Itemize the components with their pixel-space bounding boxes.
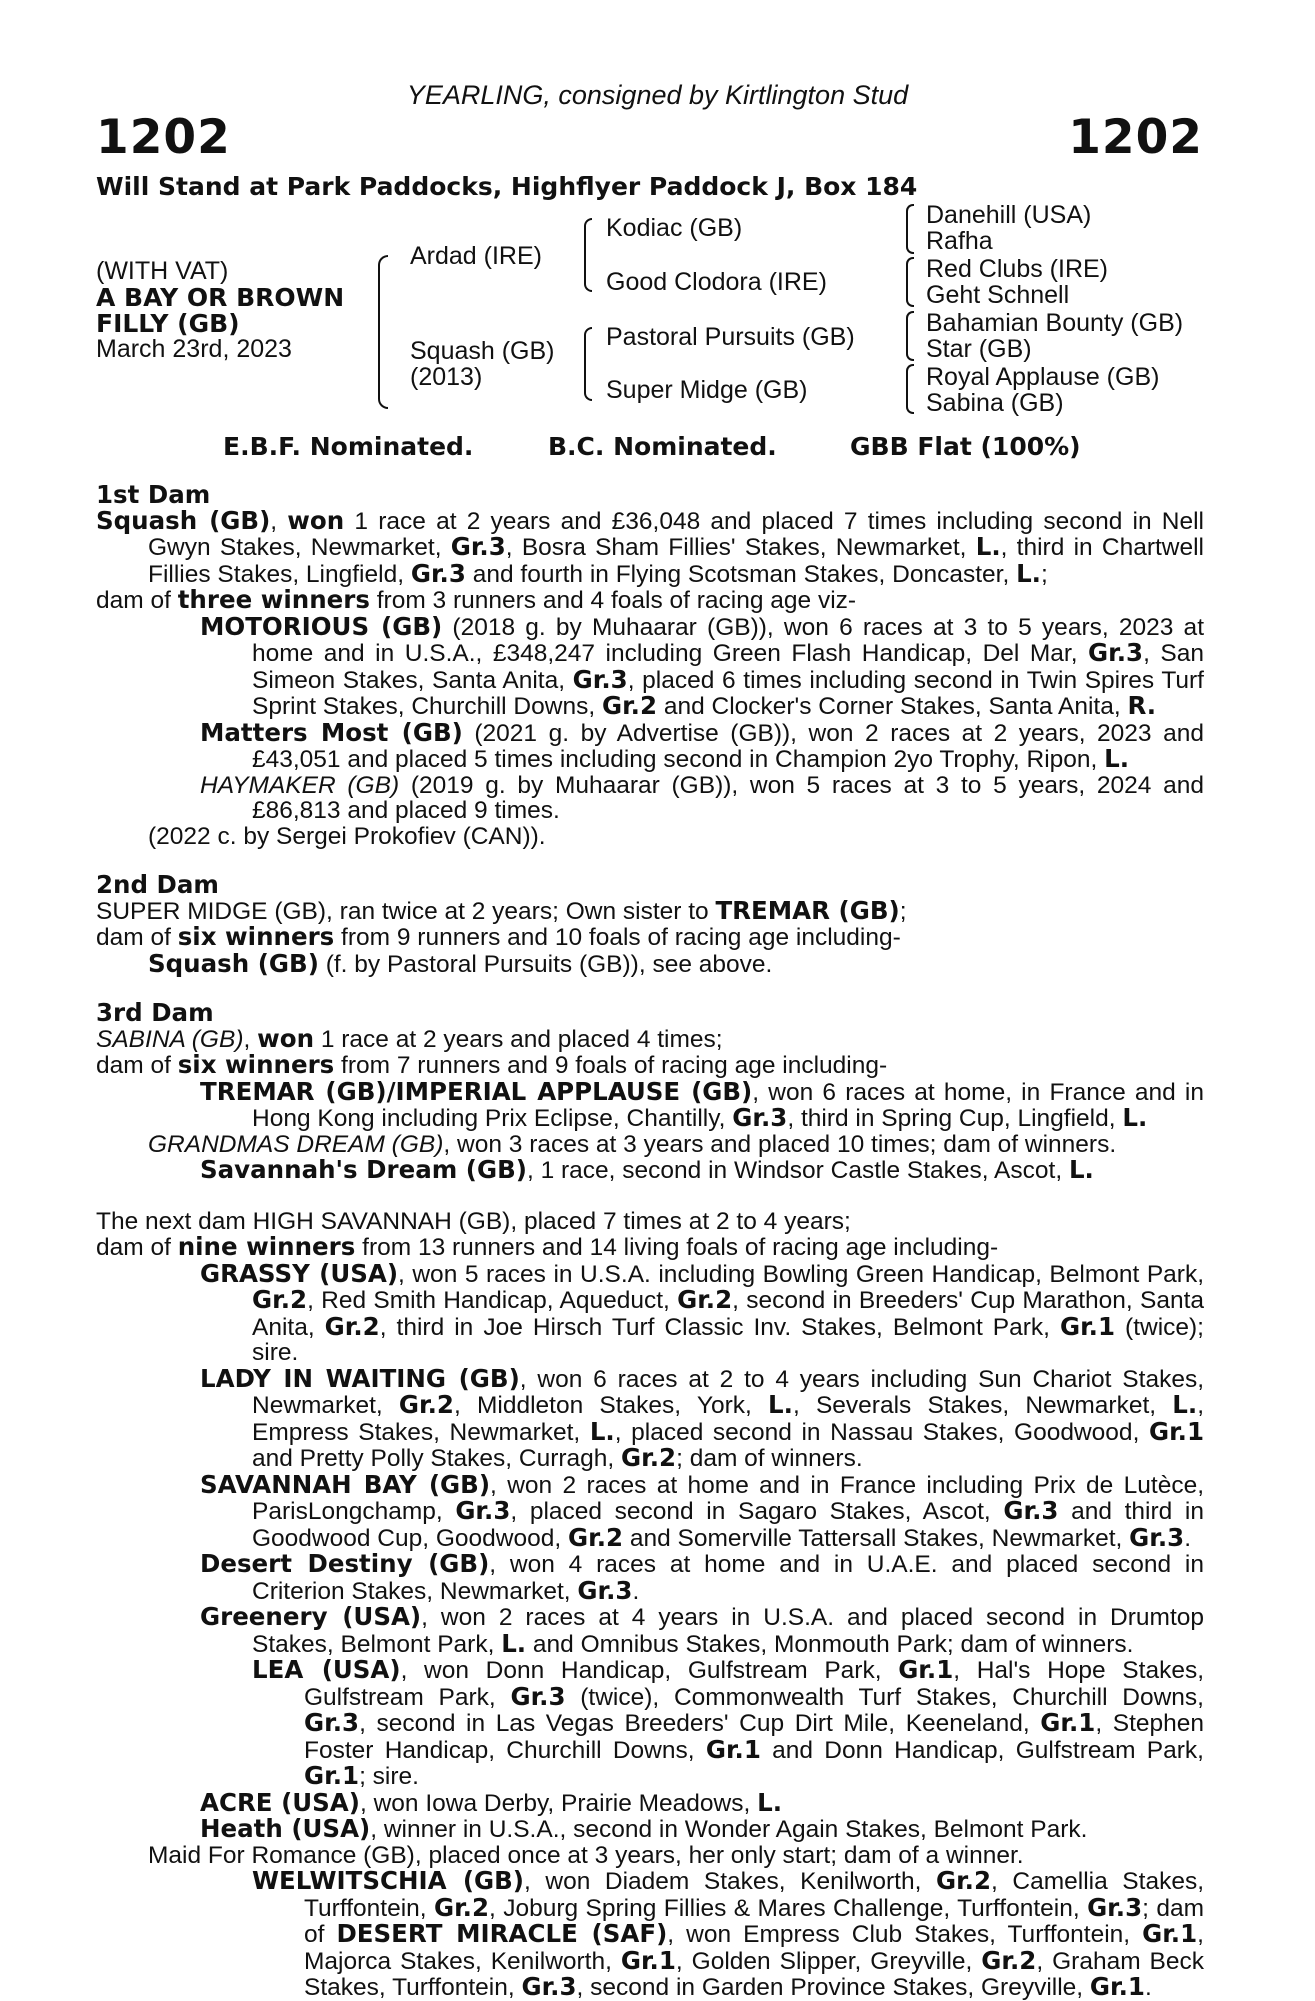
produce-entry: LEA (USA), won Donn Handicap, Gulfstream Park, Gr.1, Hal's Hope Stakes, Gulfstream Park, Gr.3 (twice), Commonwealth Turf Stakes, Churchill Downs, Gr.3, second in Las Vegas Breeders' Cup Dirt Mile, Keeneland, Gr.1, Stephen Foster Handicap, Churchill Downs, Gr.1 and Donn Handicap, Gulfstream Park, Gr.1; sire. <box>252 1655 1204 1790</box>
produce-entry: Savannah's Dream (GB), 1 race, second in Windsor Castle Stakes, Ascot, L. <box>200 1155 1094 1184</box>
sire: Ardad (IRE) <box>410 242 542 270</box>
lot-number-right: 1202 <box>1068 110 1203 165</box>
produce-entry: Matters Most (GB) (2021 g. by Advertise (GB)), won 2 races at 2 years, 2023 and £43,051 and placed 5 times including second in Champion 2yo Trophy, Ripon, L. <box>200 717 1204 773</box>
produce-summary: dam of three winners from 3 runners and 4 foals of racing age viz- <box>96 585 857 614</box>
sire-dam: Good Clodora (IRE) <box>606 268 827 296</box>
produce-summary: dam of six winners from 9 runners and 10 foals of racing age including- <box>96 922 901 951</box>
produce-entry: LADY IN WAITING (GB), won 6 races at 2 to 4 years including Sun Chariot Stakes, Newmarket, Gr.2, Middleton Stakes, York, L., Severals Stakes, Newmarket, L., Empress Stakes, Newmarket, L., placed second in Nassau Stakes, Goodwood, Gr.1 and Pretty Polly Stakes, Curragh, Gr.2; dam of winners. <box>200 1363 1205 1472</box>
first-dam-heading: 1st Dam <box>96 480 211 509</box>
horse-description: A BAY OR BROWN <box>96 283 345 312</box>
produce-entry: ACRE (USA), won Iowa Derby, Prairie Meadows, L. <box>200 1787 783 1817</box>
third-dam-heading: 3rd Dam <box>96 998 214 1027</box>
produce-entry: GRASSY (USA), won 5 races in U.S.A. including Bowling Green Handicap, Belmont Park, Gr.2, Red Smith Handicap, Aqueduct, Gr.2, second in Breeders' Cup Marathon, Santa Anita, Gr.2, third in Joe Hirsch Turf Classic Inv. Stakes, Belmont Park, Gr.1 (twice); sire. <box>200 1258 1205 1366</box>
produce-entry: TREMAR (GB)/IMPERIAL APPLAUSE (GB), won 6 races at home, in France and in Hong Kong including Prix Eclipse, Chantilly, Gr.3, third in Spring Cup, Lingfield, L. <box>200 1076 1205 1132</box>
dam-year: (2013) <box>410 363 483 391</box>
bc-nomination: B.C. Nominated. <box>548 432 777 461</box>
brace-g4-4 <box>906 364 914 414</box>
dam-dam: Super Midge (GB) <box>606 376 808 404</box>
g4-ancestor: Rafha <box>926 227 993 255</box>
dam-entry: The next dam HIGH SAVANNAH (GB), placed 7 times at 2 to 4 years; <box>96 1207 851 1235</box>
brace-dam <box>584 327 592 401</box>
lot-number-left: 1202 <box>96 110 231 165</box>
dam-sire: Pastoral Pursuits (GB) <box>606 323 855 351</box>
g4-ancestor: Star (GB) <box>926 335 1032 363</box>
stand-location: Will Stand at Park Paddocks, Highflyer Paddock J, Box 184 <box>96 172 918 201</box>
dam-entry: SABINA (GB), won 1 race at 2 years and placed 4 times; <box>96 1023 723 1053</box>
brace-g4-2 <box>906 257 914 307</box>
produce-summary: dam of six winners from 7 runners and 9 foals of racing age including- <box>96 1050 888 1079</box>
g4-ancestor: Geht Schnell <box>926 281 1070 309</box>
brace-g4-1 <box>906 204 914 254</box>
produce-entry: Maid For Romance (GB), placed once at 3 years, her only start; dam of a winner. <box>148 1841 1024 1869</box>
g4-ancestor: Red Clubs (IRE) <box>926 255 1108 283</box>
g4-ancestor: Bahamian Bounty (GB) <box>926 309 1184 337</box>
g4-ancestor: Royal Applause (GB) <box>926 363 1160 391</box>
horse-sex: FILLY (GB) <box>96 309 240 338</box>
g4-ancestor: Danehill (USA) <box>926 201 1092 229</box>
produce-entry: (2022 c. by Sergei Prokofiev (CAN)). <box>148 822 546 850</box>
brace-g4-3 <box>906 311 914 361</box>
produce-entry: WELWITSCHIA (GB), won Diadem Stakes, Kenilworth, Gr.2, Camellia Stakes, Turffontein, Gr.2, Joburg Spring Fillies & Mares Challenge, Turffontein, Gr.3; dam of DESERT MIRACLE (SAF), won Empress Club Stakes, Turffontein, Gr.1, Majorca Stakes, Kenilworth, Gr.1, Golden Slipper, Greyville, Gr.2, Graham Beck Stakes, Turffontein, Gr.3, second in Garden Province Stakes, Greyville, Gr.1. <box>252 1866 1205 2001</box>
produce-summary: dam of nine winners from 13 runners and 14 living foals of racing age including- <box>96 1232 999 1261</box>
produce-entry: Desert Destiny (GB), won 4 races at home and in U.A.E. and placed second in Criterion Stakes, Newmarket, Gr.3. <box>200 1549 1205 1605</box>
produce-entry: Heath (USA), winner in U.S.A., second in Wonder Again Stakes, Belmont Park. <box>200 1814 1088 1843</box>
gbb-flat: GBB Flat (100%) <box>850 432 1081 461</box>
second-dam-heading: 2nd Dam <box>96 870 219 899</box>
produce-entry: MOTORIOUS (GB) (2018 g. by Muhaarar (GB)), won 6 races at 3 to 5 years, 2023 at home and in U.S.A., £348,247 including Green Flash Handicap, Del Mar, Gr.3, San Simeon Stakes, Santa Anita, Gr.3, placed 6 times including second in Twin Spires Turf Sprint Stakes, Churchill Downs, Gr.2 and Clocker's Corner Stakes, Santa Anita, R. <box>200 611 1204 720</box>
horse-vat: (WITH VAT) <box>96 257 229 285</box>
produce-entry: Squash (GB) (f. by Pastoral Pursuits (GB)), see above. <box>148 948 773 978</box>
sire-sire: Kodiac (GB) <box>606 214 743 242</box>
produce-entry: GRANDMAS DREAM (GB), won 3 races at 3 years and placed 10 times; dam of winners. <box>148 1130 1117 1158</box>
dam-entry: Squash (GB), won 1 race at 2 years and £36,048 and placed 7 times including second in Nell Gwyn Stakes, Newmarket, Gr.3, Bosra Sham Fillies' Stakes, Newmarket, L., third in Chartwell Fillies Stakes, Lingfield, Gr.3 and fourth in Flying Scotsman Stakes, Doncaster, L.; <box>96 505 1204 588</box>
dam: Squash (GB) <box>410 337 555 365</box>
catalogue-body <box>96 482 1204 2001</box>
ebf-nomination: E.B.F. Nominated. <box>223 432 474 461</box>
dam-entry: SUPER MIDGE (GB), ran twice at 2 years; Own sister to TREMAR (GB); <box>96 895 907 925</box>
produce-entry: Greenery (USA), won 2 races at 4 years in U.S.A. and placed second in Drumtop Stakes, Belmont Park, L. and Omnibus Stakes, Monmouth Park; dam of winners. <box>200 1602 1205 1658</box>
produce-entry: SAVANNAH BAY (GB), won 2 races at home and in France including Prix de Lutèce, ParisLongchamp, Gr.3, placed second in Sagaro Stakes, Ascot, Gr.3 and third in Goodwood Cup, Goodwood, Gr.2 and Somerville Tattersall Stakes, Newmarket, Gr.3. <box>200 1469 1205 1552</box>
consignment-subtitle: YEARLING, consigned by Kirtlington Stud <box>406 80 909 110</box>
produce-entry: HAYMAKER (GB) (2019 g. by Muhaarar (GB)), won 5 races at 3 to 5 years, 2024 and £86,813 and placed 9 times. <box>200 771 1204 824</box>
g4-ancestor: Sabina (GB) <box>926 389 1064 417</box>
brace-main <box>378 255 388 409</box>
brace-sire <box>584 218 592 292</box>
horse-foaled: March 23rd, 2023 <box>96 335 292 363</box>
